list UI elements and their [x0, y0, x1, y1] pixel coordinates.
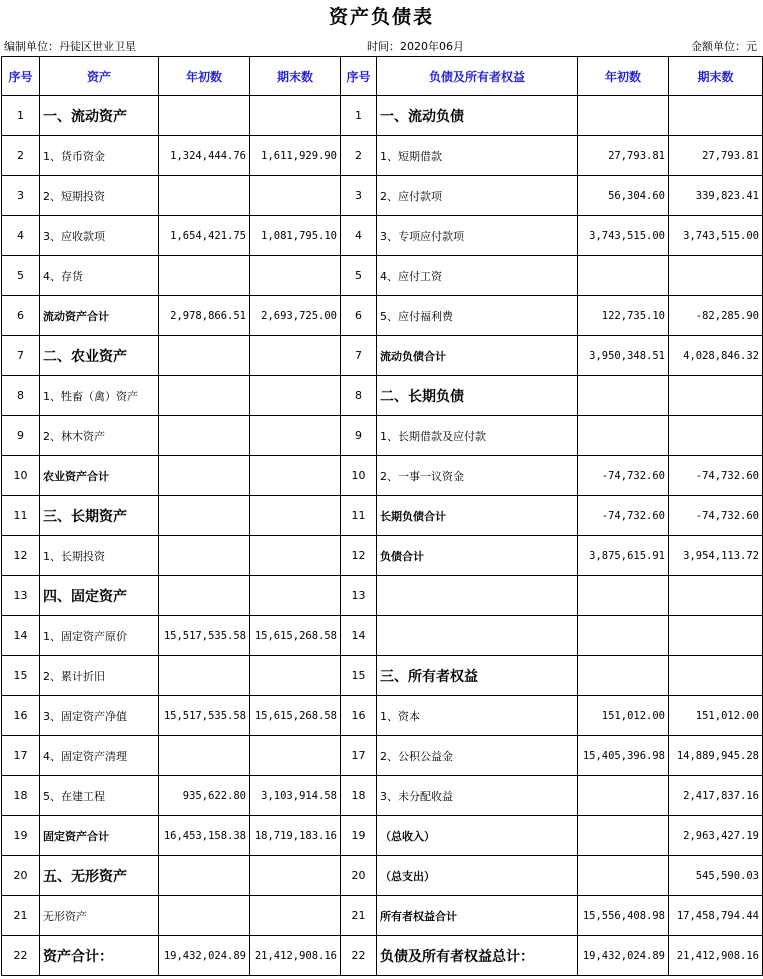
- header-end-left: 期末数: [250, 57, 341, 96]
- row-seq-left: 17: [2, 736, 40, 776]
- row-seq-left: 1: [2, 96, 40, 136]
- row-seq-left: 19: [2, 816, 40, 856]
- row-asset-begin: 1,654,421.75: [159, 216, 250, 256]
- row-seq-right: 13: [341, 576, 377, 616]
- row-liability-begin: [578, 616, 669, 656]
- row-seq-right: 3: [341, 176, 377, 216]
- report-meta: [0, 36, 763, 56]
- header-begin-right: 年初数: [578, 57, 669, 96]
- row-asset-end: [250, 256, 341, 296]
- table-row: [2, 536, 763, 576]
- row-seq-right: 12: [341, 536, 377, 576]
- row-seq-right: 7: [341, 336, 377, 376]
- row-asset-end: 1,611,929.90: [250, 136, 341, 176]
- row-seq-right: 21: [341, 896, 377, 936]
- row-seq-left: 11: [2, 496, 40, 536]
- row-asset-label: 4、固定资产清理: [40, 736, 159, 776]
- row-asset-label: 3、固定资产净值: [40, 696, 159, 736]
- row-asset-end: [250, 456, 341, 496]
- balance-sheet-table: [1, 56, 763, 976]
- row-liability-label: 一、流动负债: [377, 96, 578, 136]
- row-liability-begin: [578, 856, 669, 896]
- table-row: [2, 176, 763, 216]
- row-seq-left: 9: [2, 416, 40, 456]
- row-seq-left: 4: [2, 216, 40, 256]
- row-seq-left: 22: [2, 936, 40, 976]
- currency-label: 金额单位：元: [691, 40, 757, 53]
- row-liability-label: 三、所有者权益: [377, 656, 578, 696]
- row-liability-begin: [578, 656, 669, 696]
- row-asset-end: 2,693,725.00: [250, 296, 341, 336]
- unit-label: 编制单位：丹徒区世业卫星: [4, 40, 136, 53]
- row-asset-end: [250, 536, 341, 576]
- table-row: [2, 96, 763, 136]
- row-asset-begin: [159, 456, 250, 496]
- table-row: [2, 776, 763, 816]
- row-liability-label: 5、应付福利费: [377, 296, 578, 336]
- row-seq-right: 2: [341, 136, 377, 176]
- row-asset-end: [250, 656, 341, 696]
- row-liability-begin: 27,793.81: [578, 136, 669, 176]
- row-asset-label: 资产合计：: [40, 936, 159, 976]
- row-asset-end: 15,615,268.58: [250, 616, 341, 656]
- header-seq-left: 序号: [2, 57, 40, 96]
- row-liability-begin: [578, 816, 669, 856]
- row-liability-label: 1、资本: [377, 696, 578, 736]
- row-seq-left: 6: [2, 296, 40, 336]
- row-asset-begin: 2,978,866.51: [159, 296, 250, 336]
- row-liability-begin: 3,950,348.51: [578, 336, 669, 376]
- row-seq-left: 13: [2, 576, 40, 616]
- table-row: [2, 216, 763, 256]
- row-asset-begin: 15,517,535.58: [159, 616, 250, 656]
- table-row: [2, 336, 763, 376]
- row-asset-begin: [159, 856, 250, 896]
- row-seq-left: 21: [2, 896, 40, 936]
- table-header-row: [2, 57, 763, 96]
- row-seq-left: 20: [2, 856, 40, 896]
- row-liability-label: 负债及所有者权益总计：: [377, 936, 578, 976]
- row-asset-end: [250, 416, 341, 456]
- row-asset-label: 一、流动资产: [40, 96, 159, 136]
- row-asset-begin: [159, 736, 250, 776]
- row-asset-begin: [159, 176, 250, 216]
- table-row: [2, 136, 763, 176]
- row-liability-begin: 15,556,408.98: [578, 896, 669, 936]
- row-seq-left: 14: [2, 616, 40, 656]
- row-seq-left: 2: [2, 136, 40, 176]
- row-liability-end: 27,793.81: [669, 136, 763, 176]
- row-liability-label: 3、未分配收益: [377, 776, 578, 816]
- row-liability-label: 3、专项应付款项: [377, 216, 578, 256]
- row-asset-begin: 15,517,535.58: [159, 696, 250, 736]
- row-asset-label: 1、牲畜（禽）资产: [40, 376, 159, 416]
- row-seq-right: 9: [341, 416, 377, 456]
- row-liability-end: 339,823.41: [669, 176, 763, 216]
- row-asset-end: 1,081,795.10: [250, 216, 341, 256]
- row-asset-label: 无形资产: [40, 896, 159, 936]
- table-row: [2, 296, 763, 336]
- row-liability-end: [669, 576, 763, 616]
- header-seq-right: 序号: [341, 57, 377, 96]
- table-row: [2, 896, 763, 936]
- header-end-right: 期末数: [669, 57, 763, 96]
- row-asset-end: 15,615,268.58: [250, 696, 341, 736]
- row-liability-label: 所有者权益合计: [377, 896, 578, 936]
- row-asset-end: 3,103,914.58: [250, 776, 341, 816]
- row-seq-right: 6: [341, 296, 377, 336]
- table-row: [2, 416, 763, 456]
- row-asset-begin: 19,432,024.89: [159, 936, 250, 976]
- row-seq-left: 7: [2, 336, 40, 376]
- table-row: [2, 736, 763, 776]
- row-asset-begin: 16,453,158.38: [159, 816, 250, 856]
- row-liability-label: （总收入）: [377, 816, 578, 856]
- row-liability-begin: [578, 256, 669, 296]
- row-liability-begin: 15,405,396.98: [578, 736, 669, 776]
- row-liability-end: [669, 416, 763, 456]
- table-row: [2, 456, 763, 496]
- row-liability-end: 17,458,794.44: [669, 896, 763, 936]
- row-seq-right: 18: [341, 776, 377, 816]
- row-asset-begin: [159, 336, 250, 376]
- row-liability-end: 151,012.00: [669, 696, 763, 736]
- row-seq-left: 12: [2, 536, 40, 576]
- row-asset-begin: 935,622.80: [159, 776, 250, 816]
- row-seq-right: 17: [341, 736, 377, 776]
- row-liability-end: -82,285.90: [669, 296, 763, 336]
- report-title: 资产负债表: [328, 6, 434, 28]
- row-seq-right: 20: [341, 856, 377, 896]
- row-asset-begin: [159, 536, 250, 576]
- row-asset-end: [250, 576, 341, 616]
- row-asset-label: 三、长期资产: [40, 496, 159, 536]
- row-seq-right: 5: [341, 256, 377, 296]
- row-liability-end: 21,412,908.16: [669, 936, 763, 976]
- table-row: [2, 936, 763, 976]
- row-liability-end: 4,028,846.32: [669, 336, 763, 376]
- row-liability-label: （总支出）: [377, 856, 578, 896]
- row-liability-end: 14,889,945.28: [669, 736, 763, 776]
- table-row: [2, 256, 763, 296]
- row-asset-label: 3、应收款项: [40, 216, 159, 256]
- table-row: [2, 576, 763, 616]
- row-liability-label: 2、公积公益金: [377, 736, 578, 776]
- time-label: 时间：2020年06月: [367, 40, 464, 53]
- row-seq-right: 8: [341, 376, 377, 416]
- row-liability-begin: 3,743,515.00: [578, 216, 669, 256]
- row-asset-end: [250, 496, 341, 536]
- row-liability-end: [669, 656, 763, 696]
- row-asset-end: [250, 736, 341, 776]
- row-asset-label: 流动资产合计: [40, 296, 159, 336]
- row-liability-end: 2,417,837.16: [669, 776, 763, 816]
- row-seq-right: 4: [341, 216, 377, 256]
- row-liability-label: [377, 576, 578, 616]
- table-row: [2, 696, 763, 736]
- row-asset-begin: [159, 896, 250, 936]
- row-asset-end: [250, 96, 341, 136]
- row-seq-right: 1: [341, 96, 377, 136]
- row-seq-right: 10: [341, 456, 377, 496]
- table-row: [2, 856, 763, 896]
- row-liability-label: 2、应付款项: [377, 176, 578, 216]
- header-begin-left: 年初数: [159, 57, 250, 96]
- row-asset-label: 二、农业资产: [40, 336, 159, 376]
- row-liability-label: 长期负债合计: [377, 496, 578, 536]
- row-asset-label: 1、长期投资: [40, 536, 159, 576]
- table-row: [2, 496, 763, 536]
- row-liability-end: [669, 376, 763, 416]
- row-liability-end: [669, 616, 763, 656]
- row-asset-label: 2、林木资产: [40, 416, 159, 456]
- row-asset-begin: [159, 496, 250, 536]
- row-asset-begin: [159, 416, 250, 456]
- row-asset-label: 固定资产合计: [40, 816, 159, 856]
- header-assets: 资产: [40, 57, 159, 96]
- row-asset-label: 1、货币资金: [40, 136, 159, 176]
- row-liability-label: 流动负债合计: [377, 336, 578, 376]
- row-asset-label: 农业资产合计: [40, 456, 159, 496]
- row-asset-label: 1、固定资产原价: [40, 616, 159, 656]
- row-liability-label: 1、短期借款: [377, 136, 578, 176]
- table-row: [2, 816, 763, 856]
- row-seq-left: 10: [2, 456, 40, 496]
- row-liability-begin: [578, 576, 669, 616]
- row-liability-begin: -74,732.60: [578, 496, 669, 536]
- row-liability-begin: 56,304.60: [578, 176, 669, 216]
- row-seq-right: 16: [341, 696, 377, 736]
- row-liability-label: 4、应付工资: [377, 256, 578, 296]
- row-liability-label: 1、长期借款及应付款: [377, 416, 578, 456]
- row-liability-label: [377, 616, 578, 656]
- row-liability-begin: 3,875,615.91: [578, 536, 669, 576]
- row-seq-left: 8: [2, 376, 40, 416]
- row-asset-begin: [159, 656, 250, 696]
- row-liability-begin: 151,012.00: [578, 696, 669, 736]
- row-liability-end: [669, 256, 763, 296]
- row-liability-begin: [578, 376, 669, 416]
- row-asset-label: 2、短期投资: [40, 176, 159, 216]
- row-liability-begin: [578, 416, 669, 456]
- row-seq-right: 22: [341, 936, 377, 976]
- row-liability-begin: -74,732.60: [578, 456, 669, 496]
- row-asset-end: [250, 376, 341, 416]
- row-seq-right: 15: [341, 656, 377, 696]
- row-asset-label: 2、累计折旧: [40, 656, 159, 696]
- row-liability-label: 二、长期负债: [377, 376, 578, 416]
- header-liabilities: 负债及所有者权益: [377, 57, 578, 96]
- row-asset-label: 5、在建工程: [40, 776, 159, 816]
- table-row: [2, 376, 763, 416]
- row-seq-right: 14: [341, 616, 377, 656]
- row-liability-end: [669, 96, 763, 136]
- row-asset-begin: 1,324,444.76: [159, 136, 250, 176]
- row-asset-label: 五、无形资产: [40, 856, 159, 896]
- row-asset-end: [250, 896, 341, 936]
- row-asset-begin: [159, 256, 250, 296]
- row-liability-begin: 19,432,024.89: [578, 936, 669, 976]
- row-seq-right: 11: [341, 496, 377, 536]
- row-liability-begin: 122,735.10: [578, 296, 669, 336]
- row-liability-end: 3,743,515.00: [669, 216, 763, 256]
- row-seq-left: 3: [2, 176, 40, 216]
- row-asset-end: [250, 176, 341, 216]
- row-liability-label: 负债合计: [377, 536, 578, 576]
- row-asset-end: [250, 856, 341, 896]
- row-asset-end: [250, 336, 341, 376]
- row-liability-end: -74,732.60: [669, 496, 763, 536]
- table-row: [2, 656, 763, 696]
- row-asset-end: 18,719,183.16: [250, 816, 341, 856]
- row-asset-label: 4、存货: [40, 256, 159, 296]
- row-liability-end: 545,590.03: [669, 856, 763, 896]
- row-asset-begin: [159, 376, 250, 416]
- row-asset-label: 四、固定资产: [40, 576, 159, 616]
- row-seq-right: 19: [341, 816, 377, 856]
- row-asset-end: 21,412,908.16: [250, 936, 341, 976]
- row-liability-end: -74,732.60: [669, 456, 763, 496]
- table-row: [2, 616, 763, 656]
- row-seq-left: 18: [2, 776, 40, 816]
- row-asset-begin: [159, 576, 250, 616]
- row-liability-end: 2,963,427.19: [669, 816, 763, 856]
- row-seq-left: 5: [2, 256, 40, 296]
- row-liability-begin: [578, 96, 669, 136]
- row-liability-label: 2、一事一议资金: [377, 456, 578, 496]
- row-seq-left: 16: [2, 696, 40, 736]
- row-liability-end: 3,954,113.72: [669, 536, 763, 576]
- row-asset-begin: [159, 96, 250, 136]
- row-liability-begin: [578, 776, 669, 816]
- row-seq-left: 15: [2, 656, 40, 696]
